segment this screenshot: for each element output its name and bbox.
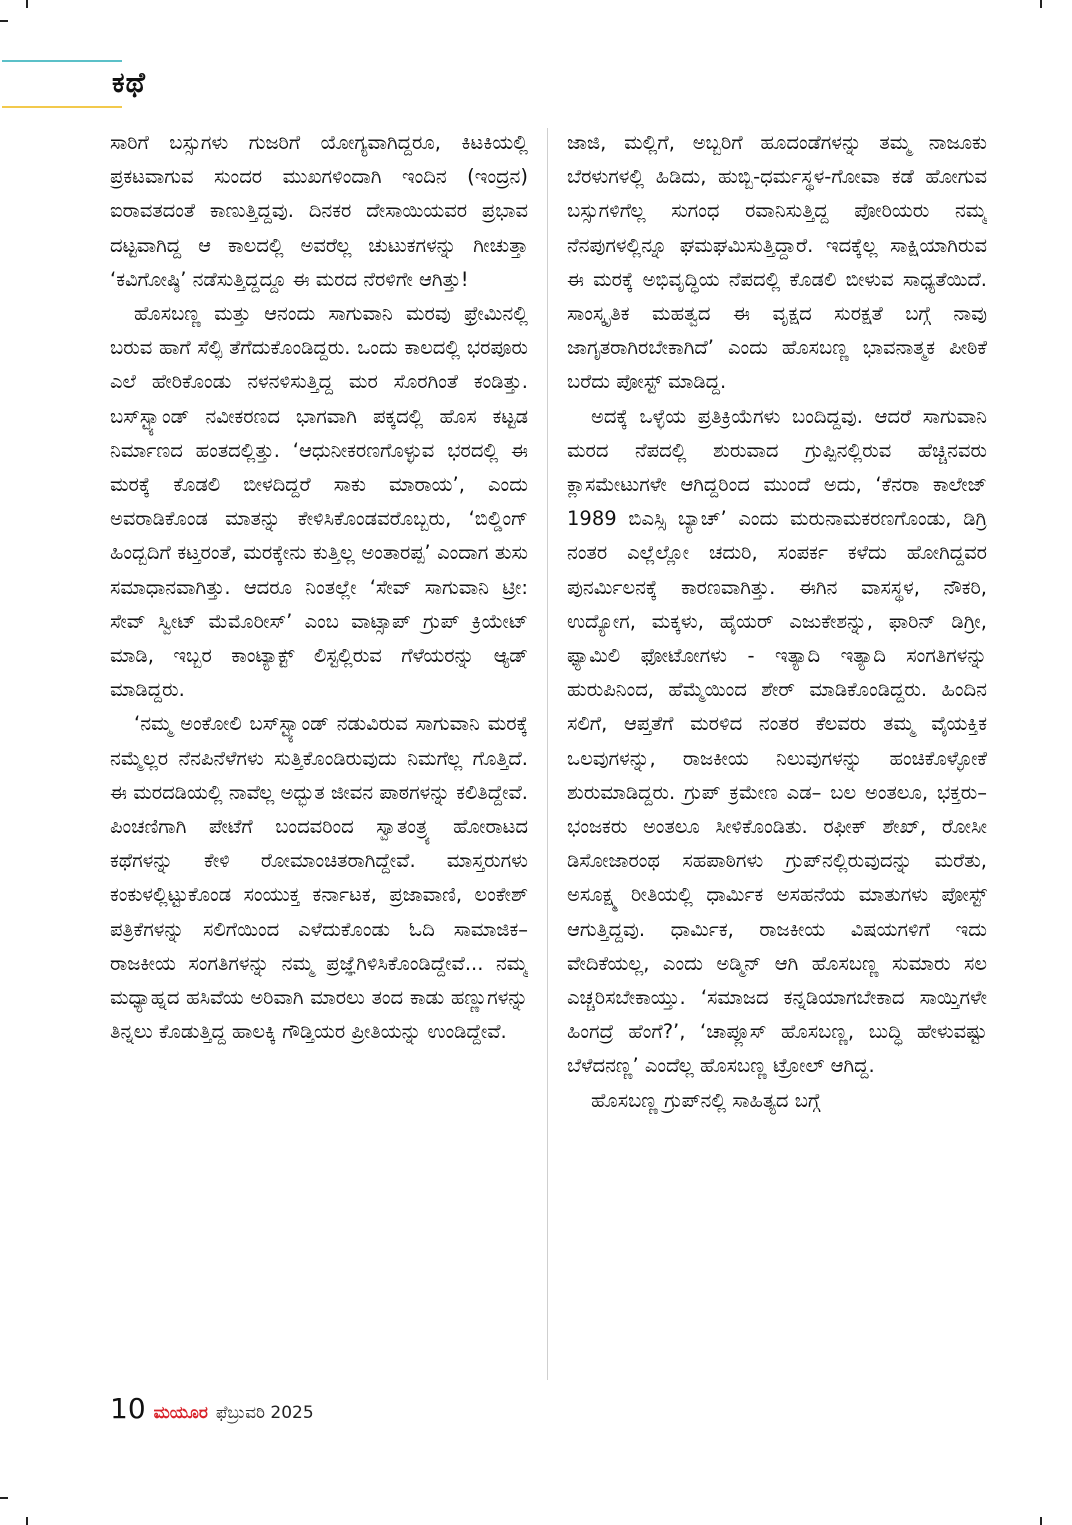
section-title: ಕಥೆ (112, 66, 146, 99)
page-footer (110, 1392, 314, 1432)
crop-mark (26, 0, 28, 8)
crop-mark (0, 1497, 8, 1499)
article-column-left (110, 126, 528, 1386)
paragraph: ಹೊಸಬಣ್ಣ ಮತ್ತು ಆನಂದು ಸಾಗುವಾನಿ ಮರವು ಫ್ರೇಮಿನಲ್ಲಿ ಬರುವ ಹಾಗೆ ಸೆಲ್ಫಿ ತೆಗೆದುಕೊಂಡಿದ್ದರು. ಒಂದು ಕಾಲದಲ್ಲಿ ಭರಪೂರು ಎಲೆ ಹೇರಿಕೊಂಡು ನಳನಳಿಸುತ್ತಿದ್ದ ಮರ ಸೊರಗಿಂತೆ ಕಂಡಿತ್ತು. ಬಸ್‌ಸ್ಟ್ಯಾಂಡ್ ನವೀಕರಣದ ಭಾಗವಾಗಿ ಪಕ್ಕದಲ್ಲಿ ಹೊಸ ಕಟ್ಟಡ ನಿರ್ಮಾಣದ ಹಂತದಲ್ಲಿತ್ತು. ‘ಆಧುನೀಕರಣಗೊಳ್ಳುವ ಭರದಲ್ಲಿ ಈ ಮರಕ್ಕೆ ಕೊಡಲಿ ಬೀಳದಿದ್ದರೆ ಸಾಕು ಮಾರಾಯ’, ಎಂದು ಅವರಾಡಿಕೊಂಡ ಮಾತನ್ನು ಕೇಳಿಸಿಕೊಂಡವರೊಬ್ಬರು, ‘ಬಿಲ್ಡಿಂಗ್ ಹಿಂದ್ಬದಿಗೆ ಕಟ್ತರಂತೆ, ಮರಕ್ಕೇನು ಕುತ್ತಿಲ್ಲ ಅಂತಾರಪ್ಪ’ ಎಂದಾಗ ತುಸು ಸಮಾಧಾನವಾಗಿತ್ತು. ಆದರೂ ನಿಂತಲ್ಲೇ ‘ಸೇವ್ ಸಾಗುವಾನಿ ಟ್ರೀ: ಸೇವ್ ಸ್ವೀಟ್ ಮೆಮೊರೀಸ್’ ಎಂಬ ವಾಟ್ಸಾಪ್ ಗ್ರುಪ್ ಕ್ರಿಯೇಟ್ ಮಾಡಿ, ಇಬ್ಬರ ಕಾಂಟ್ಯಾಕ್ಟ್ ಲಿಸ್ಟಲ್ಲಿರುವ ಗೆಳೆಯರನ್ನು ಆ್ಯಡ್ ಮಾಡಿದ್ದರು. (110, 302, 528, 702)
page-number: 10 (110, 1392, 146, 1425)
header-rule-teal (2, 60, 122, 62)
paragraph: ಹೊಸಬಣ್ಣ ಗ್ರುಪ್‌ನಲ್ಲಿ ಸಾಹಿತ್ಯದ ಬಗ್ಗೆ (591, 1088, 821, 1112)
issue-date: ಫೆಬ್ರುವರಿ 2025 (215, 1403, 314, 1423)
magazine-logo: ಮಯೂರ (153, 1403, 208, 1423)
column-divider (547, 128, 548, 1380)
article-column-right (567, 126, 987, 1386)
crop-mark (1040, 0, 1042, 8)
paragraph: ಜಾಜಿ, ಮಲ್ಲಿಗೆ, ಅಬ್ಬರಿಗೆ ಹೂದಂಡೆಗಳನ್ನು ತಮ್ಮ ನಾಜೂಕು ಬೆರಳುಗಳಲ್ಲಿ ಹಿಡಿದು, ಹುಬ್ಬಿ-ಧರ್ಮಸ್ಥಳ-ಗೋವಾ ಕಡೆ ಹೋಗುವ ಬಸ್ಸುಗಳಿಗೆಲ್ಲ ಸುಗಂಧ ರವಾನಿಸುತ್ತಿದ್ದ ಪೋರಿಯರು ನಮ್ಮ ನೆನಪುಗಳಲ್ಲಿನ್ನೂ ಘಮಘಮಿಸುತ್ತಿದ್ದಾರೆ. ಇದಕ್ಕೆಲ್ಲ ಸಾಕ್ಷಿಯಾಗಿರುವ ಈ ಮರಕ್ಕೆ ಅಭಿವೃದ್ಧಿಯ ನೆಪದಲ್ಲಿ ಕೊಡಲಿ ಬೀಳುವ ಸಾಧ್ಯತೆಯಿದೆ. ಸಾಂಸ್ಕೃತಿಕ ಮಹತ್ವದ ಈ ವೃಕ್ಷದ ಸುರಕ್ಷತೆ ಬಗ್ಗೆ ನಾವು ಜಾಗೃತರಾಗಿರಬೇಕಾಗಿದೆ’ ಎಂದು ಹೊಸಬಣ್ಣ ಭಾವನಾತ್ಮಕ ಪೀಠಿಕೆ ಬರೆದು ಪೋಸ್ಟ್ ಮಾಡಿದ್ದ. (567, 131, 987, 394)
paragraph: ಸಾರಿಗೆ ಬಸ್ಸುಗಳು ಗುಜರಿಗೆ ಯೋಗ್ಯವಾಗಿದ್ದರೂ, ಕಿಟಕಿಯಲ್ಲಿ ಪ್ರಕಟವಾಗುವ ಸುಂದರ ಮುಖಗಳಿಂದಾಗಿ ಇಂದಿನ (ಇಂದ್ರನ) ಐರಾವತದಂತೆ ಕಾಣುತ್ತಿದ್ದವು. ದಿನಕರ ದೇಸಾಯಿಯವರ ಪ್ರಭಾವ ದಟ್ಟವಾಗಿದ್ದ ಆ ಕಾಲದಲ್ಲಿ ಅವರೆಲ್ಲ ಚುಟುಕಗಳನ್ನು ಗೀಚುತ್ತಾ ‘ಕವಿಗೋಷ್ಠಿ’ ನಡೆಸುತ್ತಿದ್ದದ್ದೂ ಈ ಮರದ ನೆರಳಿಗೇ ಆಗಿತ್ತು! (110, 131, 528, 291)
paragraph: ‘ನಮ್ಮ ಅಂಕೋಲಿ ಬಸ್‌ಸ್ಟ್ಯಾಂಡ್ ನಡುವಿರುವ ಸಾಗುವಾನಿ ಮರಕ್ಕೆ ನಮ್ಮೆಲ್ಲರ ನೆನಪಿನೆಳೆಗಳು ಸುತ್ತಿಕೊಂಡಿರುವುದು ನಿಮಗೆಲ್ಲ ಗೊತ್ತಿದೆ. ಈ ಮರದಡಿಯಲ್ಲಿ ನಾವೆಲ್ಲ ಅದ್ಭುತ ಜೀವನ ಪಾಠಗಳನ್ನು ಕಲಿತಿದ್ದೇವೆ. ಪಿಂಚಣಿಗಾಗಿ ಪೇಟೆಗೆ ಬಂದವರಿಂದ ಸ್ವಾತಂತ್ರ್ಯ ಹೋರಾಟದ ಕಥೆಗಳನ್ನು ಕೇಳಿ ರೋಮಾಂಚಿತರಾಗಿದ್ದೇವೆ. ಮಾಸ್ತರುಗಳು ಕಂಕುಳಲ್ಲಿಟ್ಟುಕೊಂಡ ಸಂಯುಕ್ತ ಕರ್ನಾಟಕ, ಪ್ರಜಾವಾಣಿ, ಲಂಕೇಶ್ ಪತ್ರಿಕೆಗಳನ್ನು ಸಲಿಗೆಯಿಂದ ಎಳೆದುಕೊಂಡು ಓದಿ ಸಾಮಾಜಿಕ– ರಾಜಕೀಯ ಸಂಗತಿಗಳನ್ನು ನಮ್ಮ ಪ್ರಜ್ಞೆಗಿಳಿಸಿಕೊಂಡಿದ್ದೇವೆ... ನಮ್ಮ ಮಧ್ಯಾಹ್ನದ ಹಸಿವೆಯ ಅರಿವಾಗಿ ಮಾರಲು ತಂದ ಕಾಡು ಹಣ್ಣುಗಳನ್ನು ತಿನ್ನಲು ಕೊಡುತ್ತಿದ್ದ ಹಾಲಕ್ಕಿ ಗೌಡ್ತಿಯರ ಪ್ರೀತಿಯನ್ನು ಉಂಡಿದ್ದೇವೆ. (110, 712, 528, 1044)
crop-mark (0, 20, 8, 22)
crop-mark (26, 1517, 28, 1525)
crop-mark (1040, 1517, 1042, 1525)
paragraph: ಅದಕ್ಕೆ ಒಳ್ಳೆಯ ಪ್ರತಿಕ್ರಿಯೆಗಳು ಬಂದಿದ್ದವು. ಆದರೆ ಸಾಗುವಾನಿ ಮರದ ನೆಪದಲ್ಲಿ ಶುರುವಾದ ಗ್ರುಪ್ಪಿನಲ್ಲಿರುವ ಹೆಚ್ಚಿನವರು ಕ್ಲಾಸಮೇಟುಗಳೇ ಆಗಿದ್ದರಿಂದ ಮುಂದೆ ಅದು, ‘ಕೆನರಾ ಕಾಲೇಜ್ 1989 ಬಿಎಸ್ಸಿ ಬ್ಯಾಚ್’ ಎಂದು ಮರುನಾಮಕರಣಗೊಂಡು, ಡಿಗ್ರಿ ನಂತರ ಎಲ್ಲೆಲ್ಲೋ ಚದುರಿ, ಸಂಪರ್ಕ ಕಳೆದು ಹೋಗಿದ್ದವರ ಪುನರ್ಮಿಲನಕ್ಕೆ ಕಾರಣವಾಗಿತ್ತು. ಈಗಿನ ವಾಸಸ್ಥಳ, ನೌಕರಿ, ಉದ್ಯೋಗ, ಮಕ್ಕಳು, ಹೈಯರ್ ಎಜುಕೇಶನ್ನು, ಫಾರಿನ್ ಡಿಗ್ರೀ, ಫ್ಯಾಮಿಲಿ ಫೋಟೋಗಳು - ಇತ್ಯಾದಿ ಇತ್ಯಾದಿ ಸಂಗತಿಗಳನ್ನು ಹುರುಪಿನಿಂದ, ಹೆಮ್ಮೆಯಿಂದ ಶೇರ್ ಮಾಡಿಕೊಂಡಿದ್ದರು. ಹಿಂದಿನ ಸಲಿಗೆ, ಆಪ್ತತೆಗೆ ಮರಳಿದ ನಂತರ ಕೆಲವರು ತಮ್ಮ ವೈಯಕ್ತಿಕ ಒಲವುಗಳನ್ನು, ರಾಜಕೀಯ ನಿಲುವುಗಳನ್ನು ಹಂಚಿಕೊಳ್ಳೋಕೆ ಶುರುಮಾಡಿದ್ದರು. ಗ್ರುಪ್ ಕ್ರಮೇಣ ಎಡ– ಬಲ ಅಂತಲೂ, ಭಕ್ತರು–ಭಂಜಕರು ಅಂತಲೂ ಸೀಳಿಕೊಂಡಿತು. ರಫೀಕ್ ಶೇಖ್, ರೋಸೀ ಡಿಸೋಜಾರಂಥ ಸಹಪಾಠಿಗಳು ಗ್ರುಪ್‌ನಲ್ಲಿರುವುದನ್ನು ಮರೆತು, ಅಸೂಕ್ಷ್ಮ ರೀತಿಯಲ್ಲಿ ಧಾರ್ಮಿಕ ಅಸಹನೆಯ ಮಾತುಗಳು ಪೋಸ್ಟ್ ಆಗುತ್ತಿದ್ದವು. ಧಾರ್ಮಿಕ, ರಾಜಕೀಯ ವಿಷಯಗಳಿಗೆ ಇದು ವೇದಿಕೆಯಲ್ಲ, ಎಂದು ಅಡ್ಮಿನ್ ಆಗಿ ಹೊಸಬಣ್ಣ ಸುಮಾರು ಸಲ ಎಚ್ಚರಿಸಬೇಕಾಯ್ತು. ‘ಸಮಾಜದ ಕನ್ನಡಿಯಾಗಬೇಕಾದ ಸಾಯ್ತಿಗಳೇ ಹಿಂಗದ್ರೆ ಹೆಂಗೆ?’, ‘ಚಾಪ್ಲೂಸ್ ಹೊಸಬಣ್ಣ, ಬುದ್ಧಿ ಹೇಳುವಷ್ಟು ಬೆಳೆದನಣ್ಣ’ ಎಂದೆಲ್ಲ ಹೊಸಬಣ್ಣ ಟ್ರೋಲ್ ಆಗಿದ್ದ. (567, 404, 987, 1078)
header-rule-yellow (2, 106, 122, 108)
